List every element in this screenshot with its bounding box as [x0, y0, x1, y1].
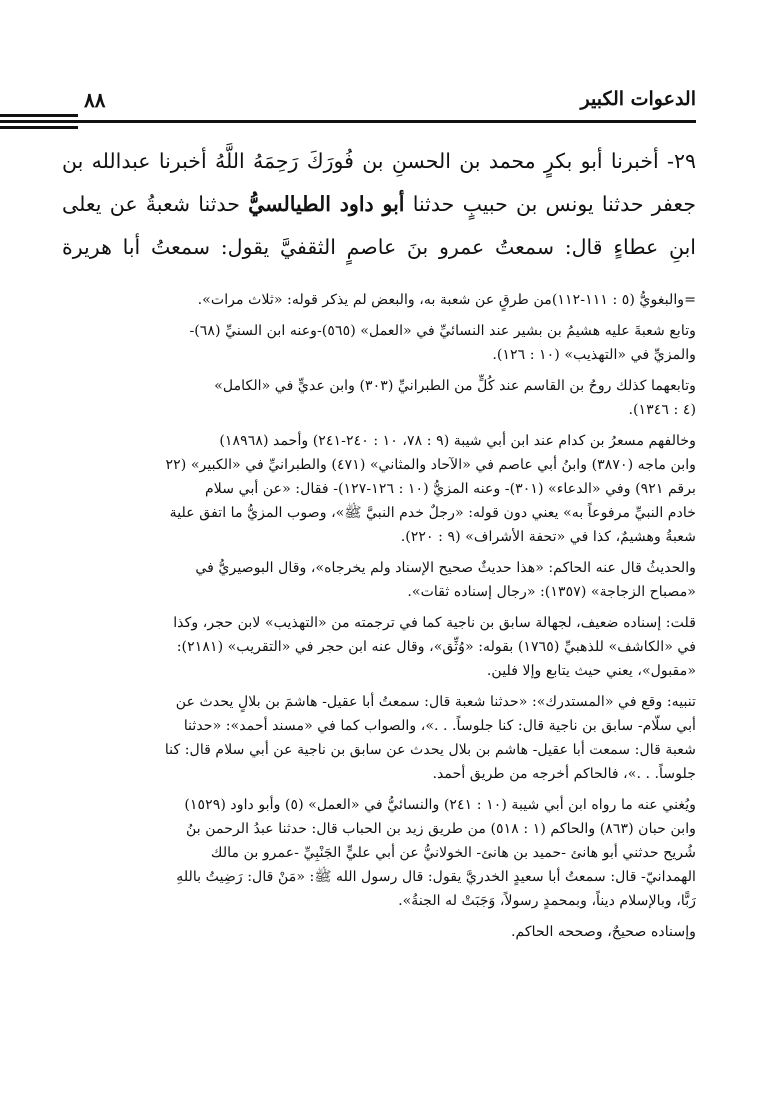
footnote-paragraph: [62, 556, 696, 604]
footnote-line: أبي سلّام- سابق بن ناجية قال: كنا جلوساً. . .»، والصواب كما في «مسند أحمد»: «حدثنا: [183, 718, 696, 734]
book-title: الدعوات الكبير: [580, 88, 696, 110]
footnote-line: شُريح حدثني أبو هانئ -حميد بن هانئ- الخولانيُّ عن أبي عليٍّ الجَنْبِيِّ -عمرو بن مالك: [210, 845, 696, 861]
footnote-line: وتابع شعبةَ عليه هشيمُ بن بشير عند النسائيِّ في «العمل» (٥٦٥)-وعنه ابن السنيِّ (٦٨)-: [189, 323, 696, 339]
hadith-line: ابنِ عطاءٍ قال: سمعتُ عمرو بنَ عاصمٍ الثقفيَّ يقول: سمعتُ أبا هريرة: [62, 235, 696, 259]
footnote-line: رَبًّا، وبالإسلام ديناً، وبمحمدٍ رسولاً، وَجَبَتْ له الجنةُ».: [398, 893, 696, 909]
footnote-line: وتابعهما كذلك روحُ بن القاسم عند كُلٍّ من الطبرانيِّ (٣٠٣) وابن عديٍّ في «الكامل»: [214, 378, 696, 394]
footnote-line: «مقبول»، يعني حيث يتابع وإلا فلين.: [486, 663, 696, 679]
footnote-line: شعبة قال: سمعت أبا عقيل- هاشم بن بلال يحدث عن سابق بن ناجية عن أبي سلام قال: كنا: [164, 742, 696, 758]
footnotes: [62, 288, 696, 951]
footnote-line: في «الكاشف» للذهبيِّ (١٧٦٥) بقوله: «وُثِّق»، وقال عنه ابن حجر في «التقريب» (٢١٨١):: [176, 639, 696, 655]
header-rule-ornament: [0, 114, 78, 117]
footnote-line: وإسناده صحيحٌ، وصححه الحاكم.: [510, 924, 696, 940]
footnote-paragraph: [62, 374, 696, 422]
footnote-line: برقم ٩٢١) وفي «الدعاء» (٣٠١)- وعنه المزيُّ (١٠ : ١٢٦-١٢٧)- فقال: «عن أبي سلام: [204, 481, 696, 497]
footnote-paragraph: [62, 288, 696, 312]
footnote-line: ويُغني عنه ما رواه ابن أبي شيبة (١٠ : ٢٤١) والنسائيُّ في «العمل» (٥) وأبو داود (١٥٢٩): [184, 797, 696, 813]
running-header: [62, 88, 696, 120]
text-segment: حدثنا شعبةُ عن يعلى: [62, 192, 249, 216]
hadith-line: ٢٩- أخبرنا أبو بكرٍ محمد بن الحسنِ بن فُورَكَ رَحِمَهُ اللَّهُ أخبرنا عبدالله بن: [62, 149, 696, 173]
footnote-line: (٤ : ١٣٤٦).: [628, 402, 696, 418]
footnote-paragraph: [62, 793, 696, 913]
footnote-line: قلت: إسناده ضعيف، لجهالة سابق بن ناجية كما في ترجمته من «التهذيب» لابن حجر، وكذا: [173, 615, 696, 631]
footnote-line: =والبغويُّ (٥ : ١١١-١١٢)من طرقٍ عن شعبة به، والبعض لم يذكر قوله: «ثلاث مرات».: [197, 292, 696, 308]
hadith-text: [62, 140, 696, 269]
footnote-paragraph: [62, 690, 696, 786]
page-number: ٨٨: [84, 88, 106, 112]
header-rule: [62, 120, 696, 123]
header-rule-ornament: [0, 120, 78, 123]
footnote-line: الهمدانيّ- قال: سمعتُ أبا سعيدٍ الخدريَّ يقول: قال رسول الله ﷺ: «مَنْ قال: رَضِيتُ باللهِ: [176, 869, 696, 885]
footnote-line: جلوساً. . .»، فالحاكم أخرجه من طريق أحمد.: [432, 766, 696, 782]
footnote-line: وخالفهم مسعرُ بن كدام عند ابن أبي شيبة (٩ : ٧٨، ١٠ : ٢٤٠-٢٤١) وأحمد (١٨٩٦٨): [219, 433, 696, 449]
narrator-name: أبو داود الطيالسيُّ: [248, 192, 405, 216]
footnote-line: والمزيِّ في «التهذيب» (١٠ : ١٢٦).: [492, 347, 696, 363]
header-rule-ornament: [0, 126, 78, 129]
footnote-line: وابن حبان (٨٦٣) والحاكم (١ : ٥١٨) من طريق زيد بن الحباب قال: حدثنا عبدُ الرحمن بنُ: [185, 821, 696, 837]
footnote-paragraph: [62, 920, 696, 944]
footnote-paragraph: [62, 429, 696, 549]
footnote-line: خادم النبيِّ مرفوعاً به» يعني دون قوله: «رجلٌ خدم النبيَّ ﷺ»، وصوب المزيُّ ما اتفق علية: [169, 505, 696, 521]
footnote-line: «مصباح الزجاجة» (١٣٥٧): «رجال إسناده ثقات».: [407, 584, 696, 600]
text-segment: جعفر حدثنا يونس بن حبيبٍ حدثنا: [404, 192, 696, 216]
footnote-line: وابن ماجه (٣٨٧٠) وابنُ أبي عاصم في «الآحاد والمثاني» (٤٧١) والطبرانيِّ في «الكبير» (٢٢: [165, 457, 696, 473]
footnote-paragraph: [62, 319, 696, 367]
footnote-line: شعبةُ وهشيمٌ، كذا في «تحفة الأشراف» (٩ : ٢٢٠).: [400, 529, 696, 545]
footnote-line: تنبيه: وقع في «المستدرك»: «حدثنا شعبة قال: سمعتُ أبا عقيل- هاشمَ بن بلالٍ يحدث عن: [175, 694, 696, 710]
hadith-line: [62, 183, 696, 226]
footnote-paragraph: [62, 611, 696, 683]
footnote-line: والحديثُ قال عنه الحاكم: «هذا حديثٌ صحيح الإسناد ولم يخرجاه»، وقال البوصيريُّ في: [195, 560, 696, 576]
